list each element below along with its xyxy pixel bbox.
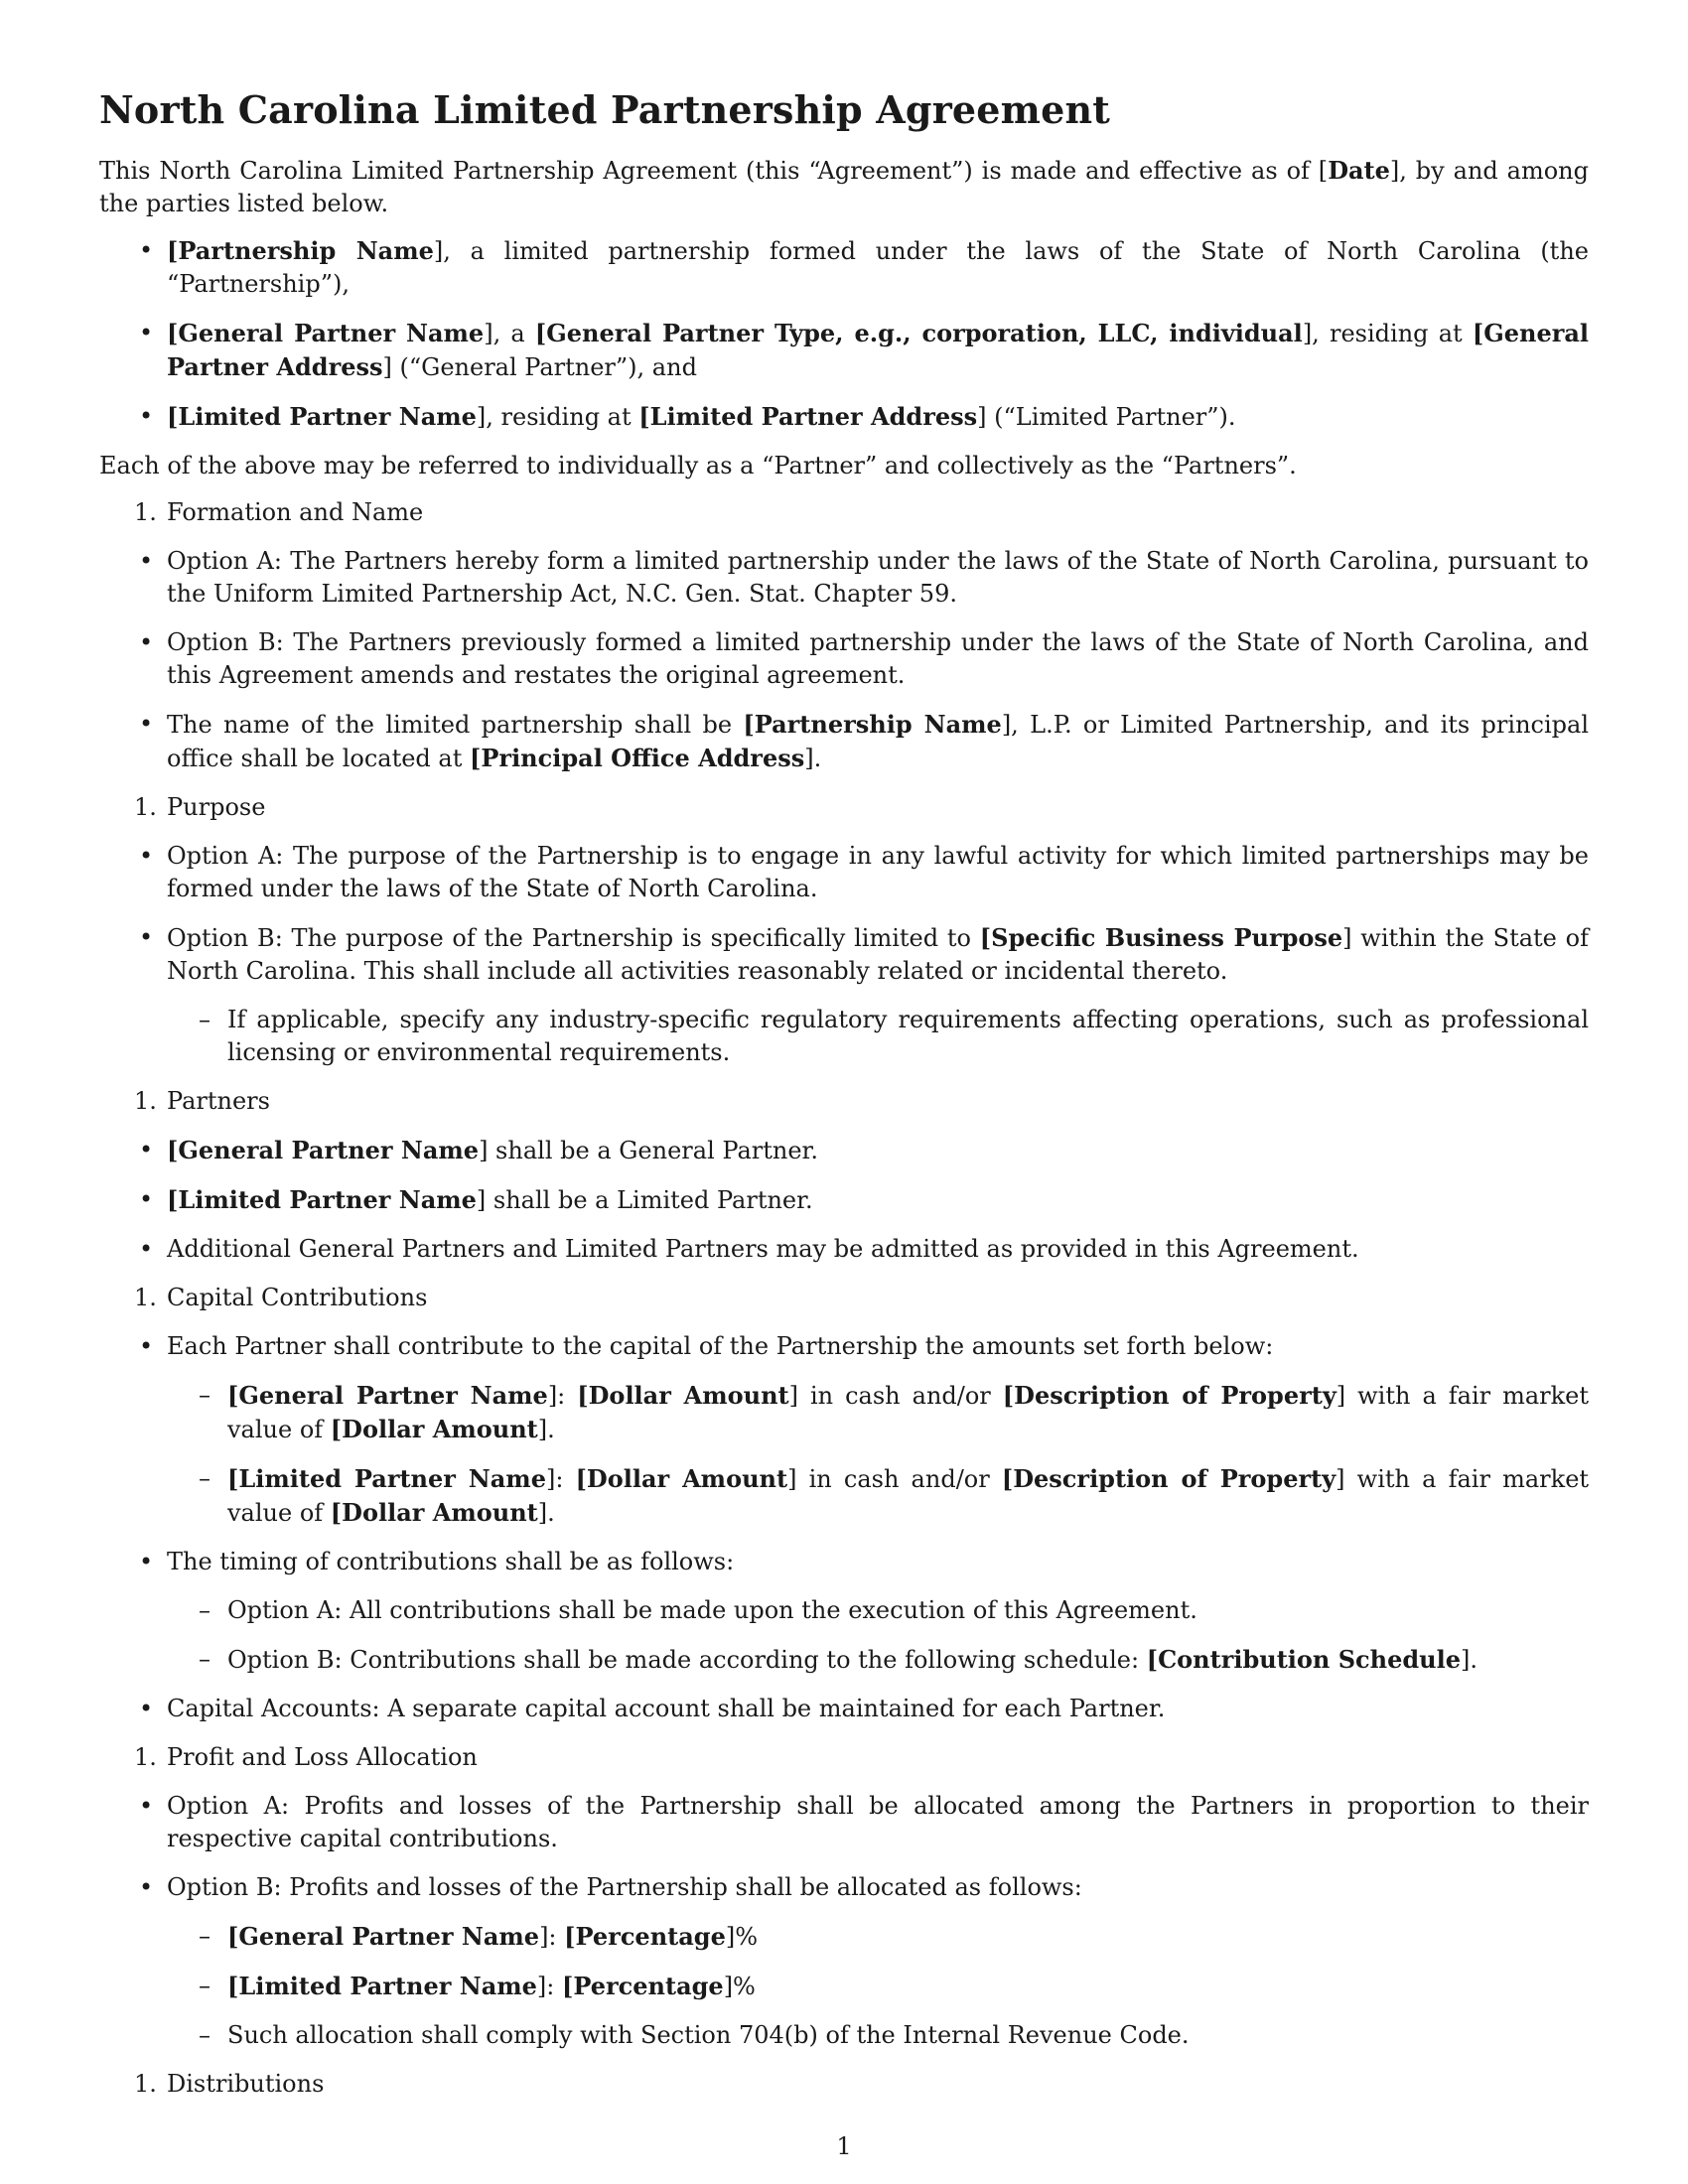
list-item: • Option B: Profits and losses of the Partnership shall be allocated as follows: <box>99 1871 1589 1904</box>
timing-sublist <box>99 1594 1589 1677</box>
document-page <box>99 87 1589 2116</box>
list-item: – If applicable, specify any industry-specific regulatory requirements affecting operations, such as professional licensing or environmental requirements. <box>99 1004 1589 1069</box>
list-item: – [General Partner Name]: [Percentage]% <box>99 1920 1589 1954</box>
section-heading-partners: 1. Partners <box>134 1087 270 1115</box>
list-item: • The name of the limited partnership shall be [Partnership Name], L.P. or Limited Partnership, and its principal office shall be located at [Principal Office Address]. <box>99 708 1589 775</box>
purpose-list <box>99 840 1589 988</box>
list-item: • Each Partner shall contribute to the capital of the Partnership the amounts set forth below: <box>99 1330 1589 1363</box>
list-item: • The timing of contributions shall be as follows: <box>99 1546 1589 1578</box>
document-title: North Carolina Limited Partnership Agreement <box>99 87 1111 132</box>
list-item: – Option A: All contributions shall be made upon the execution of this Agreement. <box>99 1594 1589 1627</box>
list-item: • Option B: The purpose of the Partnership is specifically limited to [Specific Business Purpose] within the State of North Carolina. This shall include all activities reasonably related or incidental thereto. <box>99 921 1589 988</box>
section-heading-distributions: 1. Distributions <box>134 2070 325 2098</box>
list-item: • [General Partner Name] shall be a General Partner. <box>99 1134 1589 1167</box>
list-item: • [Partnership Name], a limited partnership formed under the laws of the State of North Carolina (the “Partnership”), <box>99 234 1589 301</box>
capital-sublist <box>99 1379 1589 1530</box>
formation-list <box>99 545 1589 775</box>
list-item: • [Limited Partner Name], residing at [Limited Partner Address] (“Limited Partner”). <box>99 400 1589 434</box>
list-item: • [General Partner Name], a [General Partner Type, e.g., corporation, LLC, individual], residing at [General Partner Address] (“General Partner”), and <box>99 317 1589 384</box>
purpose-sublist <box>99 1004 1589 1069</box>
list-item: – [Limited Partner Name]: [Percentage]% <box>99 1970 1589 2003</box>
parties-list <box>99 234 1589 434</box>
list-item: • Capital Accounts: A separate capital account shall be maintained for each Partner. <box>99 1693 1589 1725</box>
list-item: – [Limited Partner Name]: [Dollar Amount] in cash and/or [Description of Property] with a fair market value of [Dollar Amount]. <box>99 1462 1589 1530</box>
list-item: • Option A: Profits and losses of the Partnership shall be allocated among the Partners in proportion to their respective capital contributions. <box>99 1790 1589 1855</box>
section-heading-profit-loss: 1. Profit and Loss Allocation <box>134 1743 478 1771</box>
list-item: • [Limited Partner Name] shall be a Limited Partner. <box>99 1183 1589 1217</box>
list-item: • Option A: The purpose of the Partnership is to engage in any lawful activity for which limited partnerships may be formed under the laws of the State of North Carolina. <box>99 840 1589 905</box>
profit-loss-sublist <box>99 1920 1589 2052</box>
accounts-list <box>99 1693 1589 1725</box>
capital-list <box>99 1330 1589 1363</box>
placeholder-date: Date <box>1328 156 1390 185</box>
page-number: 1 <box>836 2132 852 2160</box>
intro-paragraph: This North Carolina Limited Partnership Agreement (this “Agreement”) is made and effective as of [Date], by and among the parties listed below. <box>99 156 1590 217</box>
parties-note: Each of the above may be referred to individually as a “Partner” and collectively as the “Partners”. <box>99 452 1297 479</box>
list-item: – [General Partner Name]: [Dollar Amount] in cash and/or [Description of Property] with a fair market value of [Dollar Amount]. <box>99 1379 1589 1446</box>
list-item: • Option A: The Partners hereby form a limited partnership under the laws of the State of North Carolina, pursuant to the Uniform Limited Partnership Act, N.C. Gen. Stat. Chapter 59. <box>99 545 1589 611</box>
partners-list <box>99 1134 1589 1266</box>
list-item: – Such allocation shall comply with Section 704(b) of the Internal Revenue Code. <box>99 2019 1589 2052</box>
section-heading-purpose: 1. Purpose <box>134 793 266 821</box>
list-item: • Additional General Partners and Limited Partners may be admitted as provided in this Agreement. <box>99 1233 1589 1266</box>
timing-list <box>99 1546 1589 1578</box>
section-heading-formation: 1. Formation and Name <box>134 498 424 526</box>
profit-loss-list <box>99 1790 1589 1904</box>
list-item: – Option B: Contributions shall be made according to the following schedule: [Contribution Schedule]. <box>99 1643 1589 1677</box>
list-item: • Option B: The Partners previously formed a limited partnership under the laws of the State of North Carolina, and this Agreement amends and restates the original agreement. <box>99 626 1589 692</box>
section-heading-capital: 1. Capital Contributions <box>134 1284 428 1311</box>
